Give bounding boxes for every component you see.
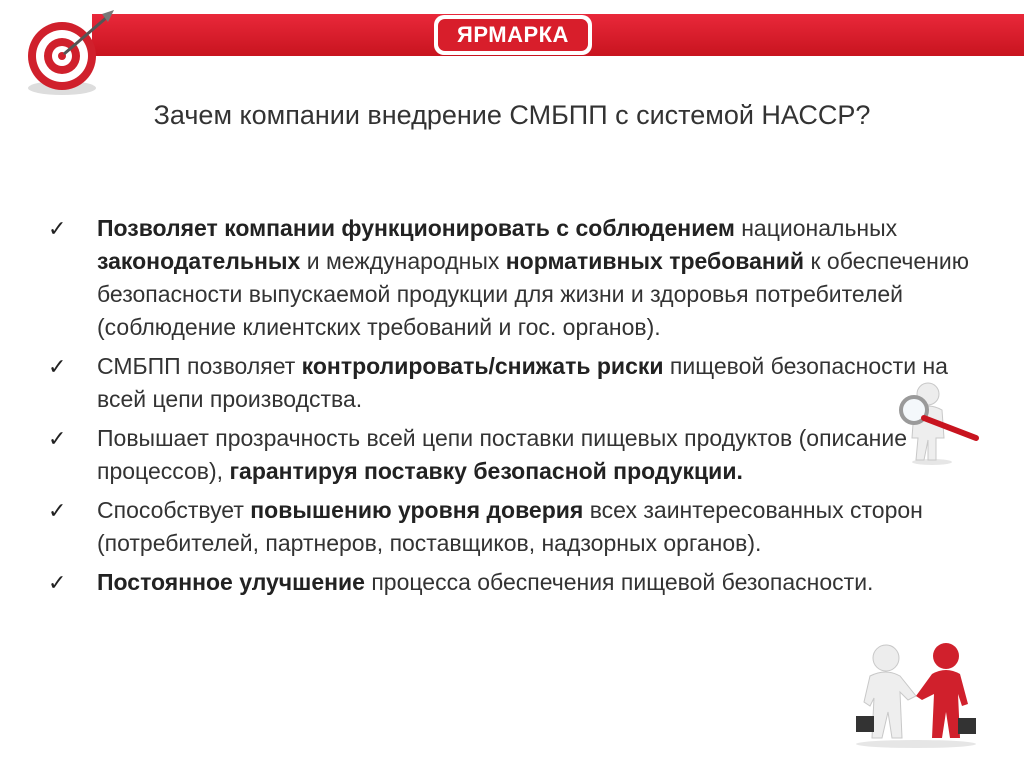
- yarmarka-logo: [434, 15, 592, 55]
- plain-text: всех заинтересованных сторон (потребителей, партнеров, поставщиков, надзорных органов).: [97, 497, 923, 556]
- bold-text: законодательных: [97, 248, 301, 274]
- bullet-text: [97, 566, 970, 599]
- bold-text: Позволяет компании функционировать с соблюдением: [97, 215, 735, 241]
- check-icon: ✓: [48, 354, 67, 379]
- plain-text: пищевой безопасности на всей цепи производства.: [97, 353, 948, 412]
- check-icon: ✓: [48, 570, 67, 595]
- bold-text: нормативных требований: [505, 248, 805, 274]
- bullet-item: [40, 212, 970, 344]
- plain-text: и международных: [300, 248, 506, 274]
- plain-text: к обеспечению безопасности выпускаемой продукции для жизни и здоровья потребителей (соблюдение клиентских требований и гос. органов).: [97, 248, 969, 340]
- plain-text: Способствует: [97, 497, 251, 523]
- bullet-list: [40, 212, 970, 605]
- bullet-text: [97, 494, 970, 560]
- plain-text: процесса обеспечения пищевой безопасности.: [364, 569, 874, 595]
- bold-text: повышению уровня доверия: [250, 497, 584, 523]
- logo-text: ЯРМАРКА: [438, 19, 588, 51]
- bold-text: Постоянное улучшение: [97, 569, 365, 595]
- page-title: Зачем компании внедрение СМБПП с системой НАССР?: [153, 100, 871, 130]
- bullet-item: [40, 422, 970, 488]
- bold-text: гарантируя поставку безопасной продукции.: [229, 458, 743, 484]
- plain-text: национальных: [734, 215, 898, 241]
- bullet-item: [40, 566, 970, 599]
- check-icon: ✓: [48, 216, 67, 241]
- bullet-text: [97, 422, 970, 488]
- bullet-item: [40, 494, 970, 560]
- bold-text: контролировать/снижать риски: [301, 353, 664, 379]
- check-icon: ✓: [48, 498, 67, 523]
- check-icon: ✓: [48, 426, 67, 451]
- plain-text: СМБПП позволяет: [97, 353, 302, 379]
- bullet-text: [97, 212, 970, 344]
- handshake-people-icon: [850, 638, 982, 748]
- magnifier-person-icon: [898, 380, 982, 466]
- bullet-text: [97, 350, 970, 416]
- bullet-item: [40, 350, 970, 416]
- target-icon: [18, 6, 118, 98]
- plain-text: Повышает прозрачность всей цепи поставки пищевых продуктов (описание процессов),: [97, 425, 908, 484]
